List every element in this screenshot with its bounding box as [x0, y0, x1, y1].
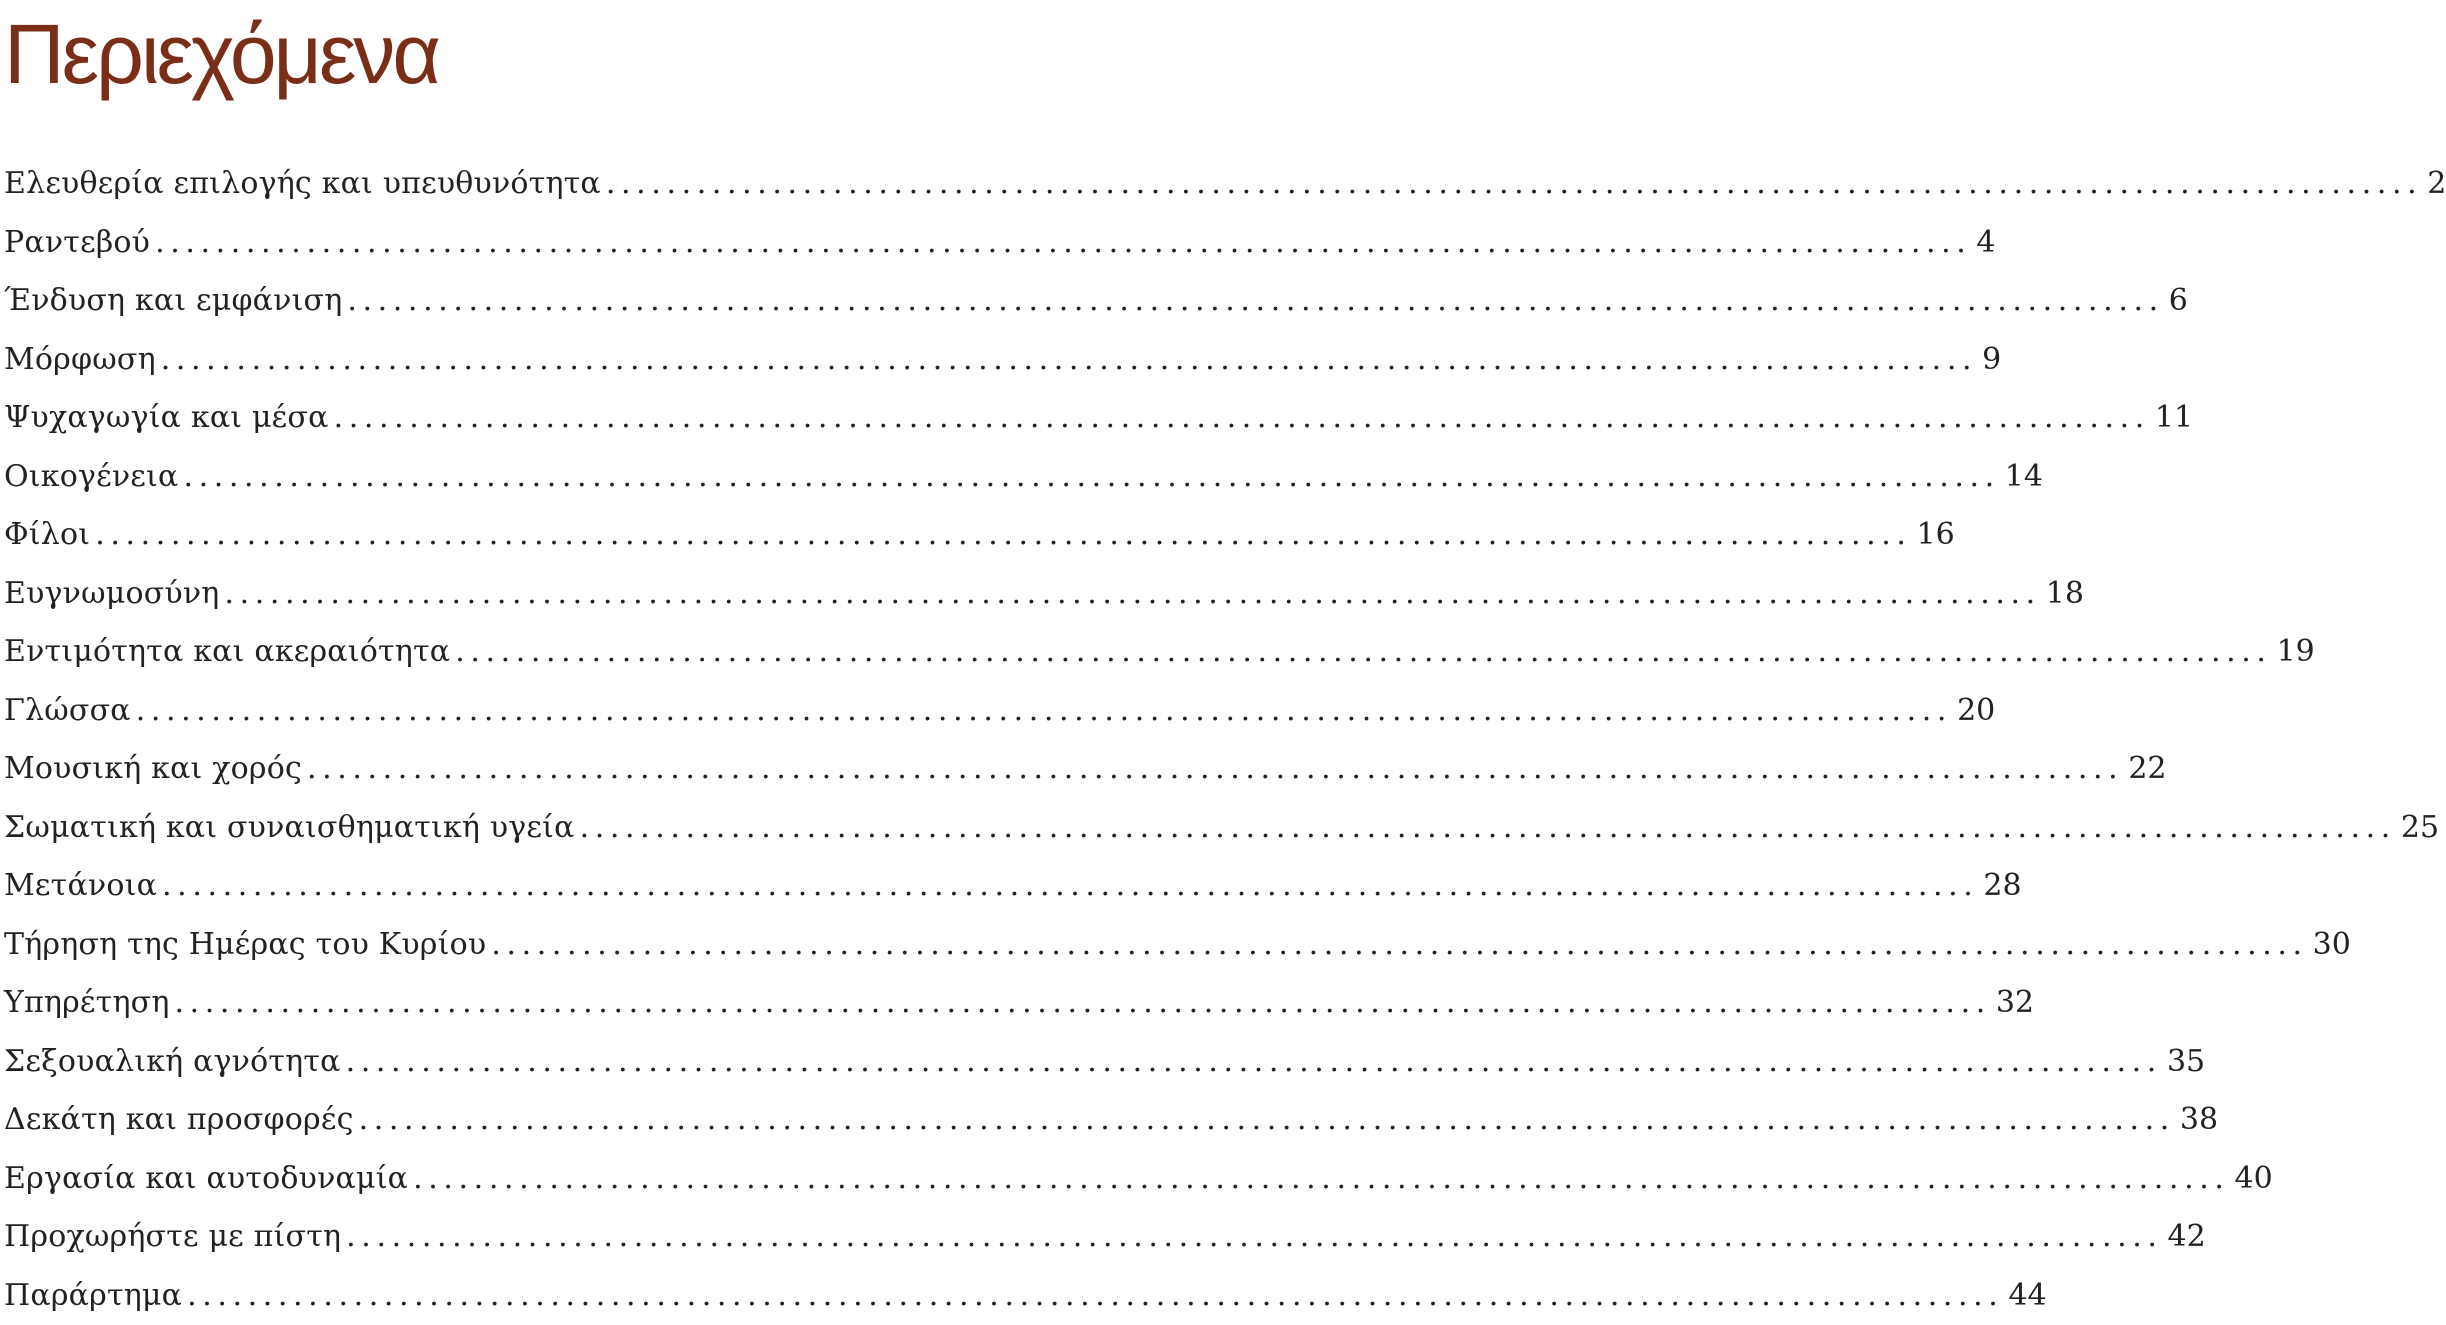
- dot-leader: ........................................................................................................................: [131, 682, 1957, 740]
- dot-leader: ........................................................................................................................: [90, 506, 1916, 564]
- toc-entry-label: Γλώσσα: [4, 682, 131, 740]
- dot-leader: ........................................................................................................................: [170, 974, 1996, 1032]
- toc-entry[interactable]: [4, 448, 960, 507]
- toc-entry[interactable]: [4, 799, 960, 858]
- toc-entry[interactable]: [4, 1091, 960, 1150]
- toc-entry-page-number: 4: [1976, 214, 1995, 272]
- toc-entry-label: Τήρηση της Ημέρας του Κυρίου: [4, 916, 486, 974]
- toc-entry[interactable]: [4, 331, 960, 390]
- toc-entry-label: Μόρφωση: [4, 331, 156, 389]
- toc-entry-label: Οικογένεια: [4, 448, 178, 506]
- toc-entry-page-number: 30: [2313, 916, 2351, 974]
- dot-leader: ........................................................................................................................: [342, 272, 2168, 330]
- toc-entry-label: Ελευθερία επιλογής και υπευθυνότητα: [4, 155, 601, 213]
- toc-entry[interactable]: [4, 506, 960, 565]
- toc-entry-label: Μουσική και χορός: [4, 740, 302, 798]
- toc-entry-label: Μετάνοια: [4, 857, 157, 915]
- dot-leader: ........................................................................................................................: [575, 799, 2401, 857]
- dot-leader: ........................................................................................................................: [341, 1033, 2167, 1091]
- toc-list: [4, 155, 960, 1325]
- toc-entry[interactable]: [4, 857, 960, 916]
- dot-leader: ........................................................................................................................: [150, 214, 1976, 272]
- toc-entry-page-number: 11: [2155, 389, 2193, 447]
- toc-entry[interactable]: [4, 389, 960, 448]
- toc-entry-page-number: 22: [2128, 740, 2166, 798]
- toc-entry[interactable]: [4, 974, 960, 1033]
- dot-leader: ........................................................................................................................: [450, 623, 2276, 681]
- dot-leader: ........................................................................................................................: [341, 1208, 2167, 1266]
- toc-entry-page-number: 9: [1982, 331, 2001, 389]
- toc-entry[interactable]: [4, 916, 960, 975]
- dot-leader: ........................................................................................................................: [408, 1150, 2234, 1208]
- toc-entry[interactable]: [4, 155, 960, 214]
- toc-entry[interactable]: [4, 623, 960, 682]
- dot-leader: ........................................................................................................................: [601, 155, 2427, 213]
- toc-entry-page-number: 18: [2046, 565, 2084, 623]
- toc-entry[interactable]: [4, 740, 960, 799]
- dot-leader: ........................................................................................................................: [329, 389, 2155, 447]
- dot-leader: ........................................................................................................................: [486, 916, 2312, 974]
- toc-entry-page-number: 44: [2008, 1267, 2046, 1325]
- dot-leader: ........................................................................................................................: [178, 448, 2004, 506]
- toc-entry-page-number: 20: [1957, 682, 1995, 740]
- page-title: Περιεχόμενα: [4, 0, 438, 108]
- dot-leader: ........................................................................................................................: [354, 1091, 2180, 1149]
- toc-entry-label: Ένδυση και εμφάνιση: [4, 272, 342, 330]
- toc-entry-label: Σεξουαλική αγνότητα: [4, 1033, 341, 1091]
- toc-entry-label: Υπηρέτηση: [4, 974, 170, 1032]
- toc-entry[interactable]: [4, 1267, 960, 1325]
- toc-entry[interactable]: [4, 682, 960, 741]
- toc-entry-label: Παράρτημα: [4, 1267, 182, 1325]
- toc-entry-label: Εντιμότητα και ακεραιότητα: [4, 623, 450, 681]
- toc-entry[interactable]: [4, 272, 960, 331]
- toc-entry[interactable]: [4, 1150, 960, 1209]
- toc-entry-page-number: 25: [2401, 799, 2439, 857]
- toc-entry-page-number: 6: [2169, 272, 2188, 330]
- toc-entry-page-number: 40: [2234, 1150, 2272, 1208]
- toc-entry[interactable]: [4, 1033, 960, 1092]
- toc-entry-label: Σωματική και συναισθηματική υγεία: [4, 799, 575, 857]
- toc-entry[interactable]: [4, 1208, 960, 1267]
- toc-entry-page-number: 16: [1917, 506, 1955, 564]
- toc-entry-label: Ψυχαγωγία και μέσα: [4, 389, 329, 447]
- toc-entry-label: Δεκάτη και προσφορές: [4, 1091, 354, 1149]
- toc-entry-page-number: 19: [2277, 623, 2315, 681]
- toc-entry[interactable]: [4, 214, 960, 273]
- toc-entry-page-number: 38: [2180, 1091, 2218, 1149]
- toc-entry-page-number: 28: [1983, 857, 2021, 915]
- toc-entry-page-number: 2: [2427, 155, 2446, 213]
- dot-leader: ........................................................................................................................: [156, 331, 1982, 389]
- toc-entry-page-number: 35: [2167, 1033, 2205, 1091]
- toc-entry-page-number: 32: [1996, 974, 2034, 1032]
- toc-entry-page-number: 14: [2005, 448, 2043, 506]
- toc-entry[interactable]: [4, 565, 960, 624]
- toc-entry-label: Ευγνωμοσύνη: [4, 565, 219, 623]
- toc-entry-label: Φίλοι: [4, 506, 90, 564]
- toc-entry-label: Εργασία και αυτοδυναμία: [4, 1150, 408, 1208]
- toc-page: [0, 0, 960, 1318]
- toc-entry-page-number: 42: [2168, 1208, 2206, 1266]
- dot-leader: ........................................................................................................................: [219, 565, 2045, 623]
- toc-entry-label: Προχωρήστε με πίστη: [4, 1208, 341, 1266]
- dot-leader: ........................................................................................................................: [182, 1267, 2008, 1325]
- toc-entry-label: Ραντεβού: [4, 214, 150, 272]
- dot-leader: ........................................................................................................................: [157, 857, 1983, 915]
- dot-leader: ........................................................................................................................: [302, 740, 2128, 798]
